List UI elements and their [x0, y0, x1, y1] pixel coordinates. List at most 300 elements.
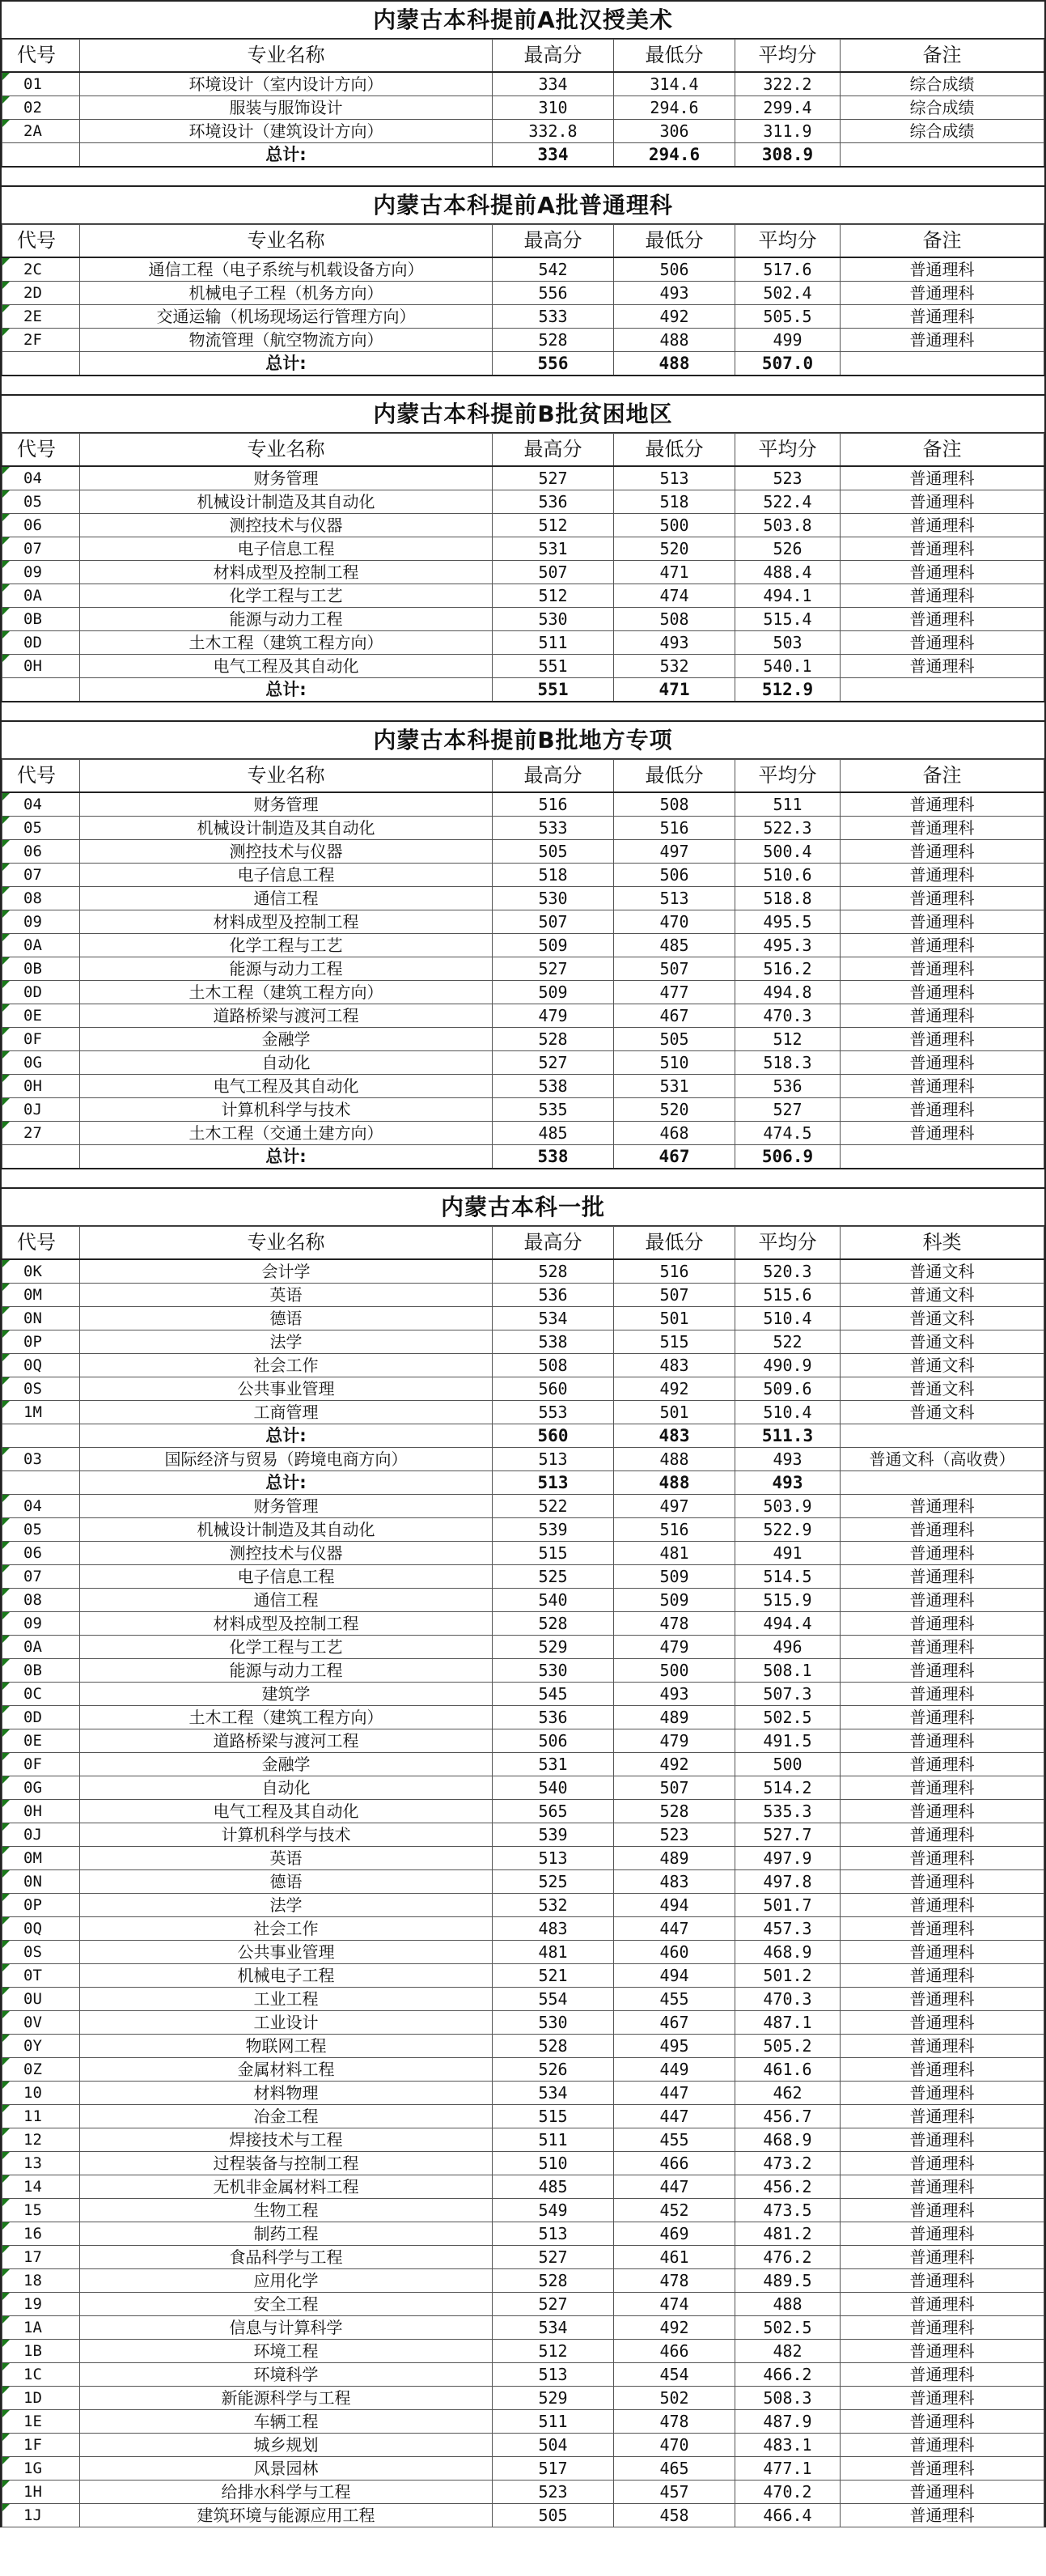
- cell-max-score: 516: [493, 792, 614, 817]
- table-row: [2, 980, 1044, 1004]
- cell-min-score: 515: [614, 1330, 735, 1353]
- cell-max-score: 532: [493, 1893, 614, 1916]
- cell-category: 普通理科: [841, 584, 1044, 607]
- section-spacer: [0, 1169, 1046, 1187]
- cell-code: 2F: [2, 328, 80, 351]
- cell-avg-score: 522.4: [735, 490, 841, 513]
- cell-avg-score: 540.1: [735, 654, 841, 677]
- cell-avg-score: 507.0: [735, 351, 841, 376]
- table-row: [2, 2057, 1044, 2081]
- cell-avg-score: 500: [735, 1752, 841, 1776]
- cell-min-score: 485: [614, 933, 735, 957]
- cell-max-score: 513: [493, 1470, 614, 1494]
- cell-avg-score: 502.4: [735, 281, 841, 304]
- cell-category: 普通理科: [841, 2034, 1044, 2057]
- cell-min-score: 510: [614, 1050, 735, 1074]
- cell-min-score: 532: [614, 654, 735, 677]
- cell-category: 普通理科: [841, 1027, 1044, 1050]
- cell-category: 普通理科: [841, 1916, 1044, 1940]
- column-header: 专业名称: [80, 434, 493, 466]
- table-row: [2, 281, 1044, 304]
- cell-max-score: 542: [493, 257, 614, 282]
- cell-category: 普通理科: [841, 2151, 1044, 2175]
- cell-major-name: 机械设计制造及其自动化: [80, 816, 493, 839]
- table-row: [2, 1635, 1044, 1658]
- cell-max-score: 528: [493, 1027, 614, 1050]
- cell-code: 0G: [2, 1776, 80, 1799]
- cell-major-name: 自动化: [80, 1776, 493, 1799]
- cell-max-score: 508: [493, 1353, 614, 1377]
- cell-max-score: 509: [493, 933, 614, 957]
- cell-min-score: 449: [614, 2057, 735, 2081]
- cell-category: 普通理科: [841, 630, 1044, 654]
- cell-max-score: 530: [493, 607, 614, 630]
- cell-category: 普通理科: [841, 1729, 1044, 1752]
- cell-category: 普通理科: [841, 2222, 1044, 2245]
- cell-max-score: 528: [493, 328, 614, 351]
- cell-avg-score: 456.7: [735, 2104, 841, 2128]
- cell-min-score: 478: [614, 2409, 735, 2433]
- cell-code: 1J: [2, 2503, 80, 2527]
- cell-major-name: 土木工程（建筑工程方向）: [80, 630, 493, 654]
- table-row: [2, 1050, 1044, 1074]
- cell-max-score: 332.8: [493, 119, 614, 142]
- cell-category: 普通理科: [841, 839, 1044, 863]
- cell-major-name: 机械设计制造及其自动化: [80, 1517, 493, 1541]
- cell-category: 普通理科: [841, 2409, 1044, 2433]
- cell-max-score: 533: [493, 816, 614, 839]
- cell-major-name: 信息与计算科学: [80, 2315, 493, 2339]
- cell-category: [841, 1470, 1044, 1494]
- cell-code: 0S: [2, 1940, 80, 1963]
- score-table: [2, 759, 1044, 1169]
- cell-max-score: 525: [493, 1564, 614, 1588]
- section-title: 内蒙古本科提前B批贫困地区: [2, 394, 1044, 433]
- cell-code: [2, 1470, 80, 1494]
- column-header: 最高分: [493, 1227, 614, 1259]
- cell-min-score: 489: [614, 1846, 735, 1869]
- cell-min-score: 447: [614, 2175, 735, 2198]
- cell-category: 普通文科: [841, 1353, 1044, 1377]
- table-row: [2, 1729, 1044, 1752]
- column-header: 最低分: [614, 760, 735, 792]
- cell-min-score: 507: [614, 957, 735, 980]
- cell-max-score: 556: [493, 281, 614, 304]
- cell-avg-score: 503.8: [735, 513, 841, 537]
- cell-avg-score: 499: [735, 328, 841, 351]
- cell-max-score: 510: [493, 2151, 614, 2175]
- cell-max-score: 549: [493, 2198, 614, 2222]
- table-row: [2, 816, 1044, 839]
- cell-code: [2, 677, 80, 702]
- cell-code: 11: [2, 2104, 80, 2128]
- cell-max-score: 513: [493, 2222, 614, 2245]
- cell-major-name: 材料成型及控制工程: [80, 560, 493, 584]
- column-header: 最高分: [493, 40, 614, 72]
- cell-max-score: 507: [493, 910, 614, 933]
- cell-min-score: 497: [614, 1494, 735, 1517]
- table-row: [2, 2315, 1044, 2339]
- column-header: 备注: [841, 225, 1044, 257]
- cell-category: [841, 1144, 1044, 1169]
- cell-category: 普通文科: [841, 1377, 1044, 1400]
- cell-code: 0A: [2, 584, 80, 607]
- cell-avg-score: 527.7: [735, 1823, 841, 1846]
- cell-min-score: 492: [614, 304, 735, 328]
- cell-major-name: 公共事业管理: [80, 1940, 493, 1963]
- table-row: [2, 1027, 1044, 1050]
- cell-min-score: 483: [614, 1869, 735, 1893]
- cell-category: 普通理科: [841, 2198, 1044, 2222]
- cell-code: 0P: [2, 1330, 80, 1353]
- cell-major-name: 工商管理: [80, 1400, 493, 1424]
- cell-code: 03: [2, 1447, 80, 1470]
- cell-major-name: 电子信息工程: [80, 1564, 493, 1588]
- cell-max-score: 534: [493, 2081, 614, 2104]
- cell-code: 16: [2, 2222, 80, 2245]
- cell-category: 普通理科: [841, 1097, 1044, 1121]
- cell-min-score: 478: [614, 1611, 735, 1635]
- cell-max-score: 527: [493, 2292, 614, 2315]
- cell-avg-score: 510.4: [735, 1306, 841, 1330]
- cell-code: 07: [2, 863, 80, 886]
- cell-min-score: 468: [614, 1121, 735, 1144]
- table-row: [2, 2245, 1044, 2268]
- table-row: [2, 933, 1044, 957]
- table-row: [2, 1705, 1044, 1729]
- cell-min-score: 460: [614, 1940, 735, 1963]
- cell-avg-score: 516.2: [735, 957, 841, 980]
- cell-max-score: 538: [493, 1074, 614, 1097]
- cell-max-score: 529: [493, 2386, 614, 2409]
- cell-max-score: 479: [493, 1004, 614, 1027]
- cell-major-name: 制药工程: [80, 2222, 493, 2245]
- cell-max-score: 530: [493, 2010, 614, 2034]
- table-row: [2, 957, 1044, 980]
- cell-max-score: 528: [493, 2268, 614, 2292]
- cell-category: 普通文科（高收费）: [841, 1447, 1044, 1470]
- cell-avg-score: 468.9: [735, 1940, 841, 1963]
- table-row: [2, 2433, 1044, 2456]
- cell-category: 普通理科: [841, 2057, 1044, 2081]
- cell-max-score: 513: [493, 1447, 614, 1470]
- cell-avg-score: 487.9: [735, 2409, 841, 2433]
- cell-avg-score: 497.9: [735, 1846, 841, 1869]
- column-header: 科类: [841, 1227, 1044, 1259]
- cell-avg-score: 473.2: [735, 2151, 841, 2175]
- cell-code: 0N: [2, 1869, 80, 1893]
- cell-min-score: 467: [614, 1144, 735, 1169]
- cell-min-score: 516: [614, 1517, 735, 1541]
- table-row: [2, 2034, 1044, 2057]
- cell-code: 0Y: [2, 2034, 80, 2057]
- cell-major-name: 材料物理: [80, 2081, 493, 2104]
- cell-major-name: 过程装备与控制工程: [80, 2151, 493, 2175]
- cell-code: 0F: [2, 1752, 80, 1776]
- cell-avg-score: 501.7: [735, 1893, 841, 1916]
- cell-major-name: 化学工程与工艺: [80, 933, 493, 957]
- cell-max-score: 536: [493, 490, 614, 513]
- cell-max-score: 506: [493, 1729, 614, 1752]
- score-section: [0, 185, 1046, 376]
- cell-min-score: 520: [614, 537, 735, 560]
- cell-min-score: 447: [614, 2081, 735, 2104]
- cell-category: 普通理科: [841, 1074, 1044, 1097]
- cell-category: 普通理科: [841, 1517, 1044, 1541]
- cell-code: 14: [2, 2175, 80, 2198]
- cell-code: 0P: [2, 1893, 80, 1916]
- cell-category: 普通理科: [841, 1658, 1044, 1682]
- cell-category: 普通理科: [841, 957, 1044, 980]
- cell-major-name: 化学工程与工艺: [80, 1635, 493, 1658]
- cell-major-name: 金融学: [80, 1752, 493, 1776]
- table-row: [2, 2151, 1044, 2175]
- table-row: [2, 839, 1044, 863]
- cell-major-name: 英语: [80, 1283, 493, 1306]
- section-title: 内蒙古本科提前B批地方专项: [2, 720, 1044, 759]
- cell-min-score: 493: [614, 630, 735, 654]
- column-header: 最高分: [493, 760, 614, 792]
- cell-avg-score: 322.2: [735, 72, 841, 96]
- cell-max-score: 507: [493, 560, 614, 584]
- cell-major-name: 测控技术与仪器: [80, 513, 493, 537]
- table-row: [2, 1330, 1044, 1353]
- cell-code: 0D: [2, 1705, 80, 1729]
- cell-code: 0T: [2, 1963, 80, 1987]
- cell-major-name: 城乡规划: [80, 2433, 493, 2456]
- cell-major-name: 物流管理（航空物流方向）: [80, 328, 493, 351]
- cell-major-name: 德语: [80, 1306, 493, 1330]
- cell-category: 普通理科: [841, 560, 1044, 584]
- cell-max-score: 485: [493, 1121, 614, 1144]
- cell-avg-score: 466.2: [735, 2362, 841, 2386]
- cell-major-name: 社会工作: [80, 1353, 493, 1377]
- section-spacer: [0, 702, 1046, 720]
- cell-code: 08: [2, 886, 80, 910]
- cell-code: 1M: [2, 1400, 80, 1424]
- cell-category: 普通理科: [841, 2081, 1044, 2104]
- table-row: [2, 2339, 1044, 2362]
- cell-code: 04: [2, 792, 80, 817]
- cell-code: 1C: [2, 2362, 80, 2386]
- table-row: [2, 1611, 1044, 1635]
- cell-major-name: 材料成型及控制工程: [80, 910, 493, 933]
- cell-major-name: 财务管理: [80, 792, 493, 817]
- cell-major-name: 服装与服饰设计: [80, 95, 493, 119]
- cell-max-score: 513: [493, 2362, 614, 2386]
- cell-min-score: 513: [614, 886, 735, 910]
- score-section: [0, 720, 1046, 1169]
- cell-code: 07: [2, 1564, 80, 1588]
- cell-major-name: 道路桥梁与渡河工程: [80, 1004, 493, 1027]
- cell-max-score: 513: [493, 1846, 614, 1869]
- column-header: 备注: [841, 434, 1044, 466]
- cell-category: 普通理科: [841, 1004, 1044, 1027]
- table-row: [2, 792, 1044, 817]
- cell-code: 17: [2, 2245, 80, 2268]
- column-header: 专业名称: [80, 1227, 493, 1259]
- cell-avg-score: 496: [735, 1635, 841, 1658]
- cell-max-score: 535: [493, 1097, 614, 1121]
- table-row: [2, 1283, 1044, 1306]
- cell-code: 04: [2, 466, 80, 490]
- cell-code: 0G: [2, 1050, 80, 1074]
- cell-max-score: 540: [493, 1776, 614, 1799]
- cell-category: 普通理科: [841, 2010, 1044, 2034]
- cell-avg-score: 493: [735, 1470, 841, 1494]
- cell-max-score: 521: [493, 1963, 614, 1987]
- cell-code: 05: [2, 490, 80, 513]
- cell-code: 0H: [2, 1074, 80, 1097]
- cell-min-score: 458: [614, 2503, 735, 2527]
- cell-code: 0J: [2, 1097, 80, 1121]
- cell-avg-score: 512.9: [735, 677, 841, 702]
- cell-min-score: 474: [614, 584, 735, 607]
- cell-category: 普通文科: [841, 1400, 1044, 1424]
- cell-category: 普通理科: [841, 281, 1044, 304]
- cell-category: 普通理科: [841, 910, 1044, 933]
- cell-category: 普通理科: [841, 654, 1044, 677]
- cell-code: 0C: [2, 1682, 80, 1705]
- cell-code: 0V: [2, 2010, 80, 2034]
- cell-max-score: 553: [493, 1400, 614, 1424]
- cell-max-score: 530: [493, 886, 614, 910]
- cell-major-name: 法学: [80, 1330, 493, 1353]
- table-row: [2, 2362, 1044, 2386]
- column-header: 代号: [2, 434, 80, 466]
- table-row: [2, 1940, 1044, 1963]
- table-row: [2, 1987, 1044, 2010]
- cell-major-name: 工业设计: [80, 2010, 493, 2034]
- cell-code: 0A: [2, 933, 80, 957]
- cell-category: 普通理科: [841, 1541, 1044, 1564]
- cell-category: 普通理科: [841, 1121, 1044, 1144]
- score-section: [0, 0, 1046, 168]
- cell-min-score: 294.6: [614, 142, 735, 167]
- cell-category: 普通理科: [841, 1611, 1044, 1635]
- cell-avg-score: 536: [735, 1074, 841, 1097]
- section-spacer: [0, 376, 1046, 394]
- cell-min-score: 477: [614, 980, 735, 1004]
- cell-max-score: 565: [493, 1799, 614, 1823]
- cell-major-name: 公共事业管理: [80, 1377, 493, 1400]
- total-row: [2, 1470, 1044, 1494]
- cell-category: 普通理科: [841, 2315, 1044, 2339]
- column-header: 平均分: [735, 225, 841, 257]
- cell-category: 普通理科: [841, 1776, 1044, 1799]
- cell-major-name: 建筑学: [80, 1682, 493, 1705]
- cell-max-score: 536: [493, 1705, 614, 1729]
- cell-min-score: 501: [614, 1400, 735, 1424]
- cell-major-name: 能源与动力工程: [80, 957, 493, 980]
- column-header: 专业名称: [80, 760, 493, 792]
- column-header: 最低分: [614, 434, 735, 466]
- table-row: [2, 607, 1044, 630]
- column-header: 备注: [841, 40, 1044, 72]
- cell-category: 普通理科: [841, 2104, 1044, 2128]
- cell-min-score: 465: [614, 2456, 735, 2480]
- cell-max-score: 551: [493, 654, 614, 677]
- cell-category: [841, 351, 1044, 376]
- cell-category: 普通理科: [841, 257, 1044, 282]
- cell-min-score: 508: [614, 607, 735, 630]
- cell-avg-score: 468.9: [735, 2128, 841, 2151]
- cell-category: 普通理科: [841, 513, 1044, 537]
- cell-major-name: 总计:: [80, 1470, 493, 1494]
- cell-major-name: 风景园林: [80, 2456, 493, 2480]
- header-row: [2, 434, 1044, 466]
- cell-category: 综合成绩: [841, 119, 1044, 142]
- cell-max-score: 538: [493, 1330, 614, 1353]
- cell-code: 10: [2, 2081, 80, 2104]
- header-row: [2, 1227, 1044, 1259]
- cell-avg-score: 518.8: [735, 886, 841, 910]
- cell-category: 普通理科: [841, 2268, 1044, 2292]
- cell-code: 0E: [2, 1004, 80, 1027]
- cell-max-score: 533: [493, 304, 614, 328]
- cell-major-name: 总计:: [80, 1424, 493, 1447]
- cell-max-score: 518: [493, 863, 614, 886]
- header-row: [2, 760, 1044, 792]
- cell-category: 普通理科: [841, 2339, 1044, 2362]
- cell-code: 0F: [2, 1027, 80, 1050]
- cell-avg-score: 514.5: [735, 1564, 841, 1588]
- cell-major-name: 机械设计制造及其自动化: [80, 490, 493, 513]
- total-row: [2, 351, 1044, 376]
- cell-code: 01: [2, 72, 80, 96]
- cell-major-name: 建筑环境与能源应用工程: [80, 2503, 493, 2527]
- score-section: [0, 1187, 1046, 2527]
- cell-avg-score: 500.4: [735, 839, 841, 863]
- cell-major-name: 土木工程（建筑工程方向）: [80, 1705, 493, 1729]
- table-row: [2, 2128, 1044, 2151]
- cell-min-score: 492: [614, 2315, 735, 2339]
- cell-code: 0M: [2, 1283, 80, 1306]
- column-header: 专业名称: [80, 40, 493, 72]
- cell-code: 1D: [2, 2386, 80, 2409]
- cell-max-score: 527: [493, 466, 614, 490]
- table-row: [2, 95, 1044, 119]
- cell-avg-score: 515.6: [735, 1283, 841, 1306]
- cell-avg-score: 512: [735, 1027, 841, 1050]
- cell-category: 普通理科: [841, 328, 1044, 351]
- cell-code: 13: [2, 2151, 80, 2175]
- cell-avg-score: 474.5: [735, 1121, 841, 1144]
- cell-code: 09: [2, 560, 80, 584]
- column-header: 最低分: [614, 1227, 735, 1259]
- cell-max-score: 511: [493, 2409, 614, 2433]
- cell-min-score: 488: [614, 1447, 735, 1470]
- cell-category: 普通理科: [841, 2433, 1044, 2456]
- cell-category: 普通理科: [841, 886, 1044, 910]
- cell-avg-score: 517.6: [735, 257, 841, 282]
- cell-category: 普通理科: [841, 1823, 1044, 1846]
- cell-max-score: 538: [493, 1144, 614, 1169]
- table-row: [2, 1306, 1044, 1330]
- cell-major-name: 德语: [80, 1869, 493, 1893]
- table-row: [2, 2081, 1044, 2104]
- cell-major-name: 道路桥梁与渡河工程: [80, 1729, 493, 1752]
- cell-avg-score: 535.3: [735, 1799, 841, 1823]
- cell-category: 普通理科: [841, 1799, 1044, 1823]
- cell-max-score: 512: [493, 2339, 614, 2362]
- cell-min-score: 454: [614, 2362, 735, 2386]
- cell-code: 0D: [2, 630, 80, 654]
- table-row: [2, 1916, 1044, 1940]
- cell-major-name: 总计:: [80, 351, 493, 376]
- cell-code: 0Q: [2, 1353, 80, 1377]
- table-row: [2, 2480, 1044, 2503]
